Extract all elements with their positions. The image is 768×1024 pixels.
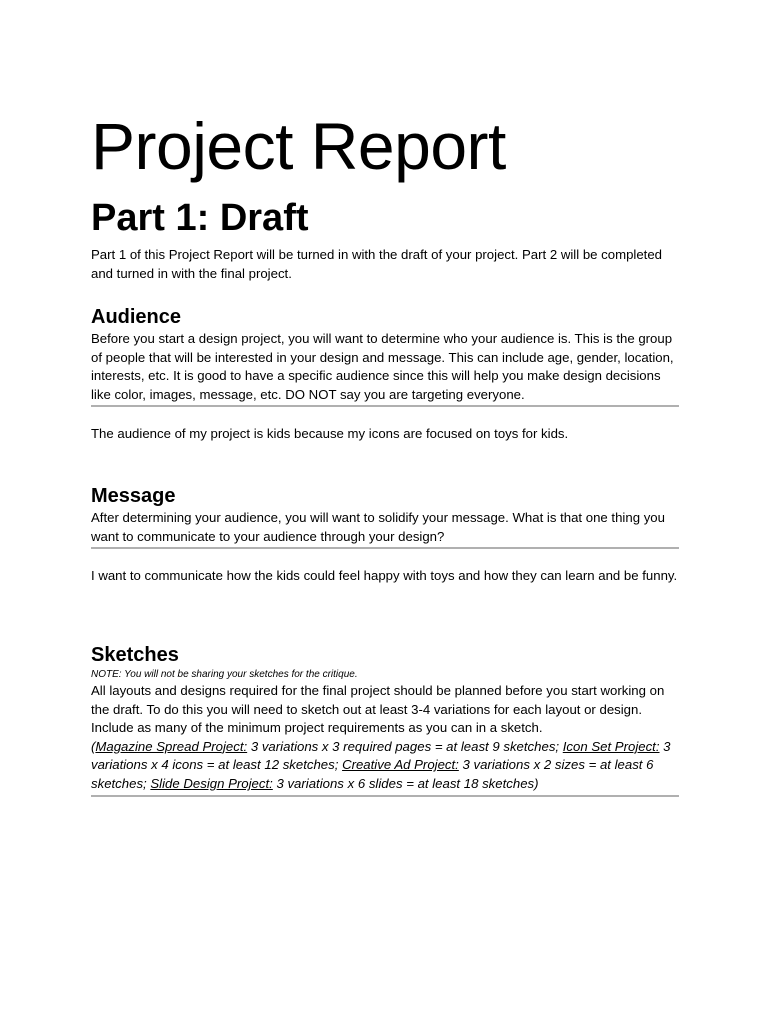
sketches-heading: Sketches <box>91 644 179 666</box>
slide-design-label: Slide Design Project: <box>150 775 273 791</box>
part-title: Part 1: Draft <box>91 197 309 239</box>
magazine-spread-label: Magazine Spread Project: <box>95 738 248 754</box>
slide-design-text: 3 variations x 6 slides = at least 18 sketches) <box>272 775 539 791</box>
sketches-prompt <box>91 682 679 797</box>
sketches-note: NOTE: You will not be sharing your sketches for the critique. <box>91 669 358 680</box>
audience-section <box>91 304 679 444</box>
audience-answer: The audience of my project is kids because my icons are focused on toys for kids. <box>91 426 569 442</box>
message-heading: Message <box>91 485 176 507</box>
sketches-prompt-text: All layouts and designs required for the final project should be planned before you start working on the draft. To do this you will need to sketch out at least 3-4 variations for each layout or design. Include as many of the minimum project requirements as you can in a sketch. <box>91 683 665 736</box>
creative-ad-text: 3 variations x 2 sizes = at least 6 sketches; <box>91 757 654 791</box>
intro-paragraph: Part 1 of this Project Report will be turned in with the draft of your project. Part 2 will be completed and turned in with the final project. <box>91 247 662 281</box>
icon-set-label: Icon Set Project: <box>562 738 660 754</box>
audience-heading: Audience <box>91 306 182 328</box>
sketches-section <box>91 642 679 797</box>
sketches-open-paren: ( <box>91 738 96 754</box>
icon-set-text: 3 variations x 4 icons = at least 12 sketches; <box>91 738 671 773</box>
document-title: Project Report <box>91 109 506 183</box>
magazine-spread-text: 3 variations x 3 required pages = at least 9 sketches; <box>247 738 563 754</box>
message-answer: I want to communicate how the kids could feel happy with toys and how they can learn and be funny. <box>91 568 678 584</box>
message-section <box>91 483 679 586</box>
creative-ad-label: Creative Ad Project: <box>342 757 459 773</box>
message-prompt: After determining your audience, you will want to solidify your message. What is that one thing you want to communicate to your audience through your design? <box>91 509 679 549</box>
audience-prompt: Before you start a design project, you will want to determine who your audience is. This is the group of people that will be interested in your design and message. This can include age, gender, location, interests, etc. It is good to have a specific audience since this will help you make design decisions like color, images, message, etc. DO NOT say you are targeting everyone. <box>91 330 679 407</box>
